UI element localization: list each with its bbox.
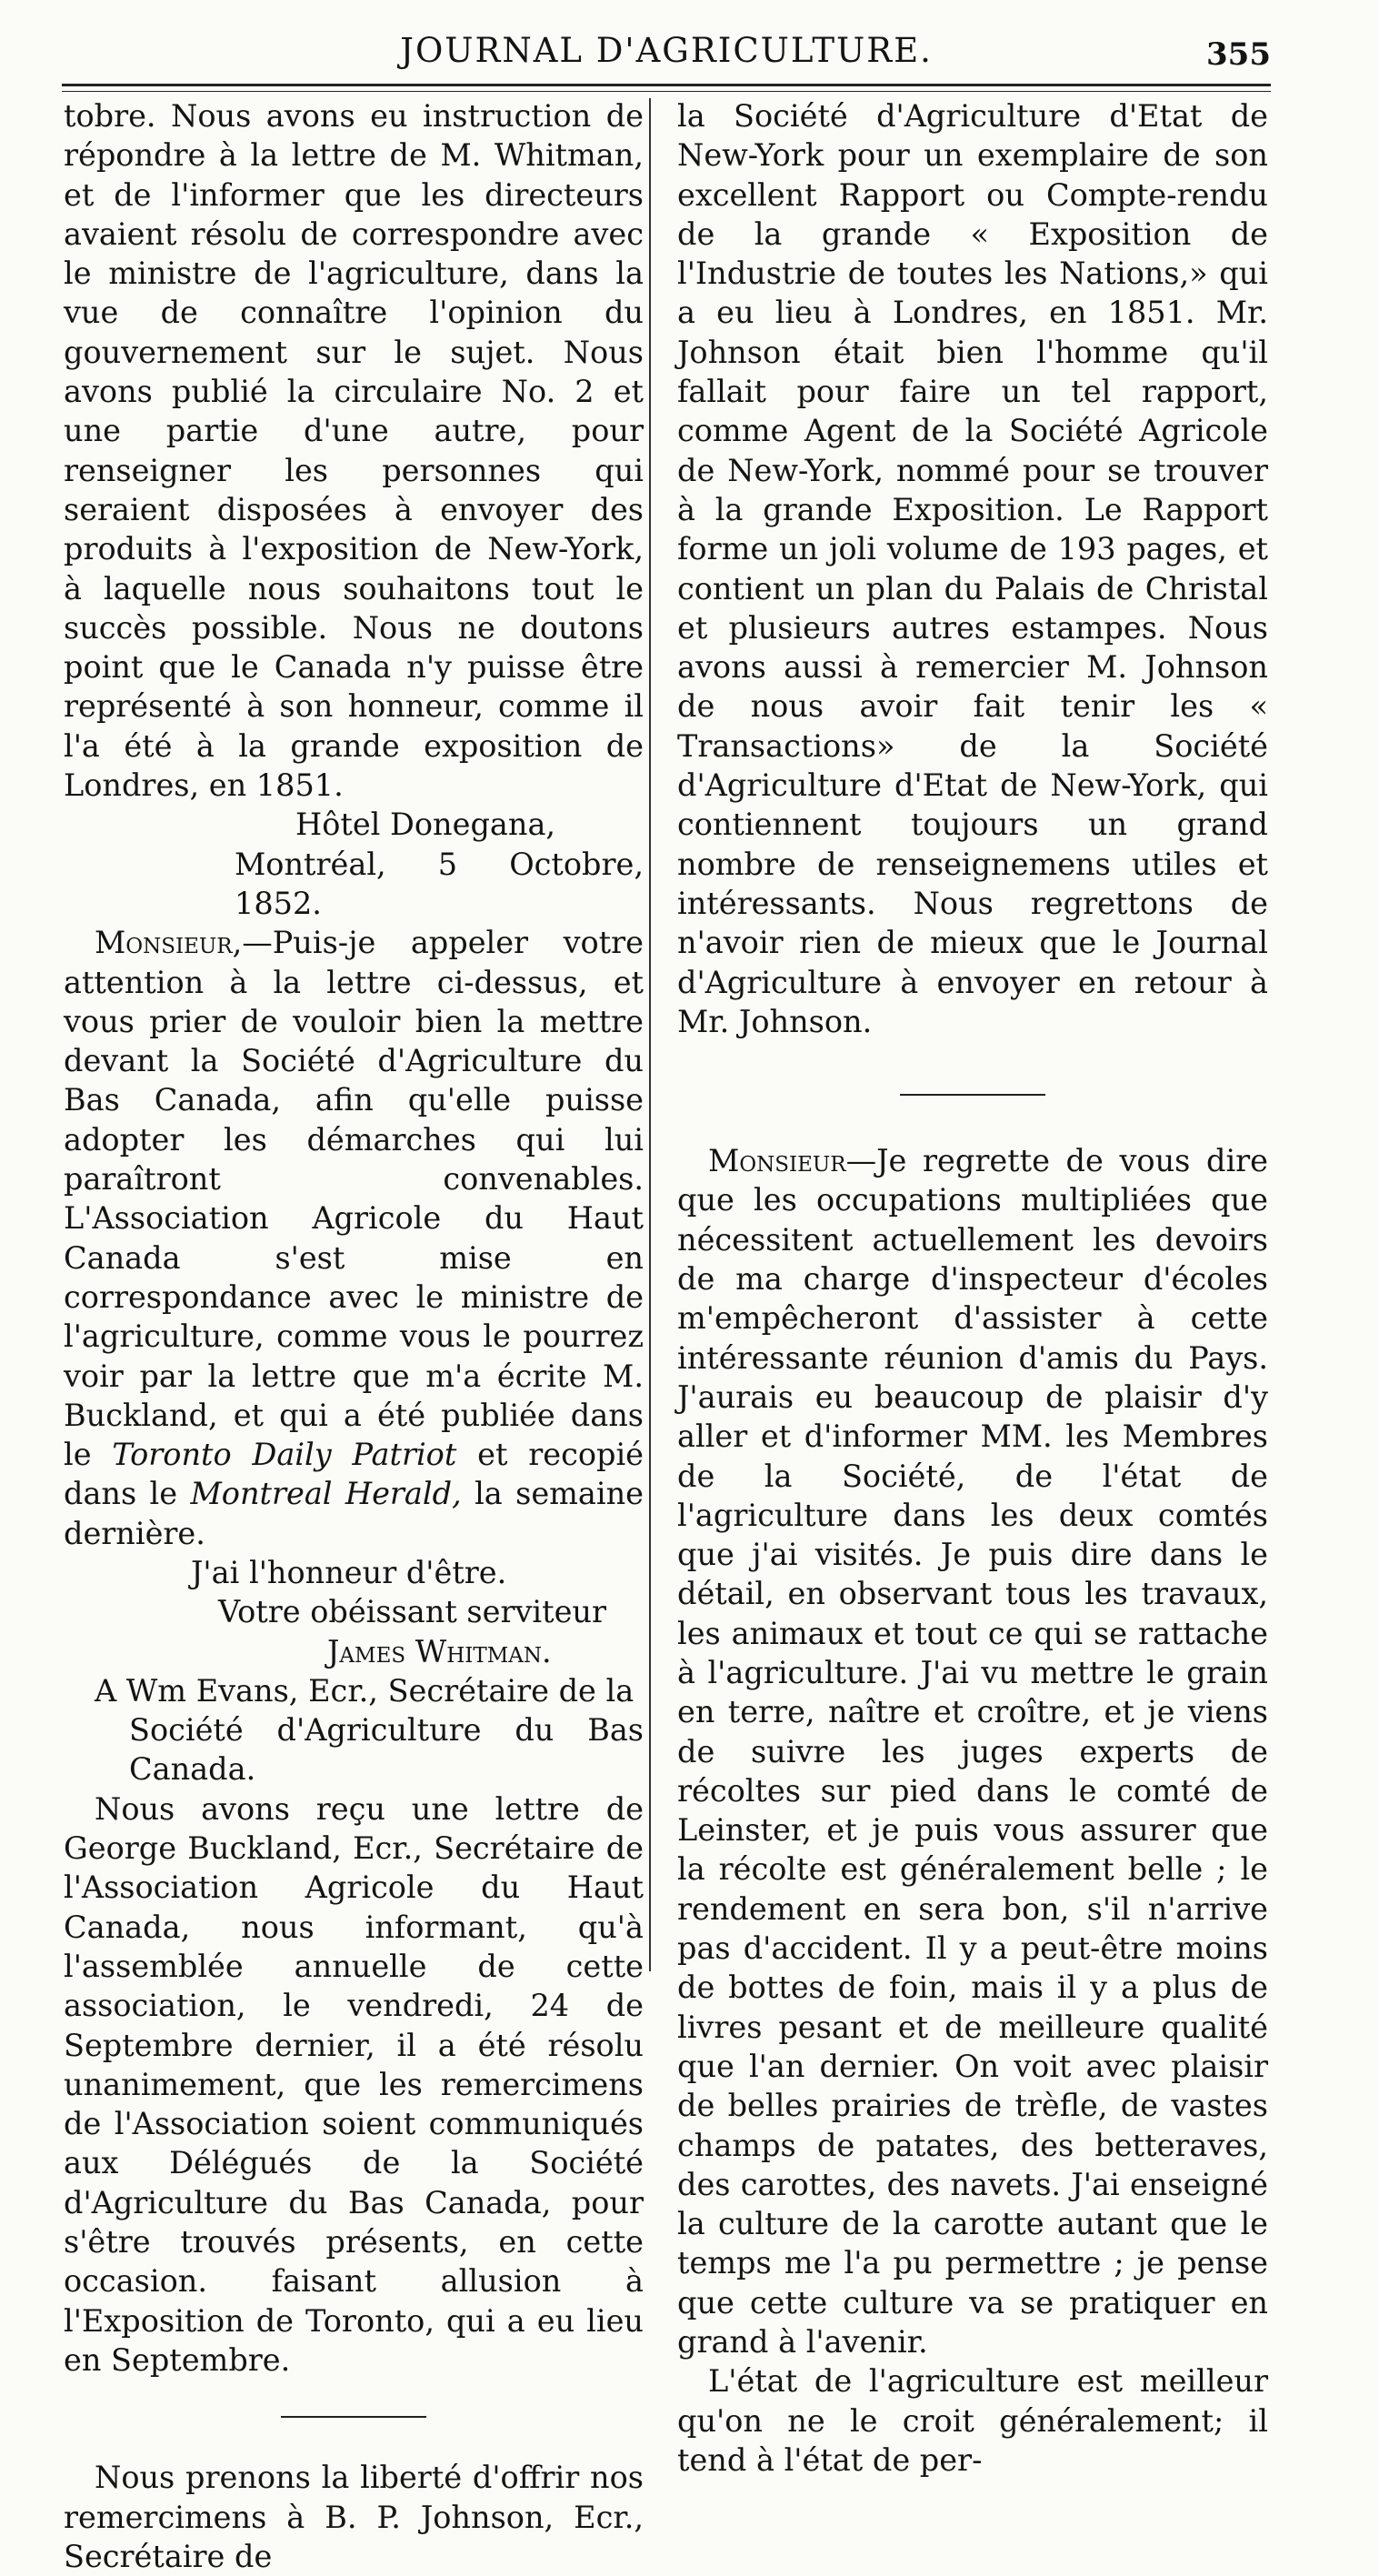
addressee: A Wm Evans, Ecr., Secrétaire de la xyxy=(95,1672,635,1709)
paragraph: Nous avons reçu une lettre de George Buckland, Ecr., Secrétaire de l'Association Agricole du Haut Canada, nous informant, qu'à l'assemblée annuelle de cette association, le vendredi, 24 de Septembre dernier, il a été résolu unanimement, que les remercimens de l'Association soient communiqués aux Délégués de la Société d'Agriculture du Bas Canada, pour s'être trouvés présents, en cette occasion. faisant allusion à l'Exposition de Toronto, qui a eu lieu en Septembre. xyxy=(64,1790,644,2378)
letter-date: Montréal, 5 Octobre, 1852. xyxy=(235,846,644,921)
letter-body: Monsieur,—Puis-je appeler votre attention à la lettre ci-dessus, et vous prier de vouloir bien la mettre devant la Société d'Agriculture du Bas Canada, afin qu'elle puisse adopter les démarches qui lui paraîtront convenables. L'Association Agricole du Haut Canada s'est mise en correspondance avec le ministre de l'agriculture, comme vous le pourrez voir par la lettre que m'a écrite M. Buckland, et qui a été publiée dans le Toronto Daily Patriot et recopié dans le Montreal Herald, la semaine dernière. xyxy=(64,925,644,1551)
section-rule xyxy=(281,2416,426,2418)
newspaper-title: Toronto Daily Patriot xyxy=(112,1437,457,1473)
header-rule xyxy=(62,84,1271,92)
closing-line: Votre obéissant serviteur xyxy=(218,1594,606,1630)
paragraph: la Société d'Agriculture d'Etat de New-York pour un exemplaire de son excellent Rapport ou Compte-rendu de la grande « Exposition de l'Industrie de toutes les Nations,» qui a eu lieu à Londres, en 1851. Mr. Johnson était bien l'homme qu'il fallait pour faire un tel rapport, comme Agent de la Société Agricole de New-York, nommé pour se trouver à la grande Exposition. Le Rapport forme un joli volume de 193 pages, et contient un plan du Palais de Christal et plusieurs autres estampes. Nous avons aussi à remercier M. Johnson de nous avoir fait tenir les « Transactions» de la Société d'Agriculture d'Etat de New-York, qui contiennent toujours un grand nombre de renseignemens utiles et intéressants. Nous regrettons de n'avoir rien de mieux que le Journal d'Agriculture à envoyer en retour à Mr. Johnson. xyxy=(677,98,1268,1039)
section-rule xyxy=(900,1094,1045,1096)
page-header xyxy=(62,24,1271,78)
right-column xyxy=(677,96,1268,2480)
newspaper-title: Montreal Herald, xyxy=(190,1476,462,1512)
addressee: Société d'Agriculture du Bas Canada. xyxy=(129,1712,644,1788)
closing-line: J'ai l'honneur d'être. xyxy=(191,1554,507,1590)
running-head: JOURNAL D'AGRICULTURE. xyxy=(400,31,933,70)
letter-body: Monsieur—Je regrette de vous dire que les occupations multipliées que nécessitent actuellement les devoirs de ma charge d'inspecteur d'écoles m'empêcheront d'assister à cette intéressante réunion d'amis du Pays. J'aurais eu beaucoup de plaisir d'y aller et d'informer MM. les Membres de la Société, de l'état de l'agriculture dans les deux comtés que j'ai visités. Je puis dire dans le détail, en observant tous les travaux, les animaux et tout ce qui se rattache à l'agriculture. J'ai vu mettre le grain en terre, naître et croître, et je viens de suivre les juges experts de récoltes sur pied dans le comté de Leinster, et je puis vous assurer que la récolte est généralement belle ; le rendement en sera bon, s'il n'arrive pas d'accident. Il y a peut-être moins de bottes de foin, mais il y a plus de livres pesant et de meilleure qualité que l'an dernier. On voit avec plaisir de belles prairies de trèfle, de vastes champs de patates, des betteraves, des carottes, des navets. J'ai enseigné la culture de la carotte autant que le temps me l'a pu permettre ; je pense que cette culture va se pratiquer en grand à l'avenir. xyxy=(677,1143,1268,2360)
salutation: Monsieur xyxy=(708,1143,846,1179)
letter-place: Hôtel Donegana, xyxy=(295,807,556,843)
paragraph: Nous prenons la liberté d'offrir nos remercimens à B. P. Johnson, Ecr., Secrétaire de xyxy=(64,2460,644,2574)
salutation: Monsieur, xyxy=(95,925,243,961)
left-column xyxy=(64,96,644,2576)
paragraph: tobre. Nous avons eu instruction de répondre à la lettre de M. Whitman, et de l'informer que les directeurs avaient résolu de correspondre avec le ministre de l'agriculture, dans la vue de connaître l'opinion du gouvernement sur le sujet. Nous avons publié la circulaire No. 2 et une partie d'une autre, pour renseigner les personnes qui seraient disposées à envoyer des produits à l'exposition de New-York, à laquelle nous souhaitons tout le succès possible. Nous ne doutons point que le Canada n'y puisse être représenté à son honneur, comme il l'a été à la grande exposition de Londres, en 1851. xyxy=(64,98,644,804)
paragraph: L'état de l'agriculture est meilleur qu'on ne le croit généralement; il tend à l'état de per- xyxy=(677,2363,1268,2478)
column-divider xyxy=(649,98,651,1971)
page-number: 355 xyxy=(1206,36,1271,73)
signature: James Whitman. xyxy=(327,1633,552,1669)
